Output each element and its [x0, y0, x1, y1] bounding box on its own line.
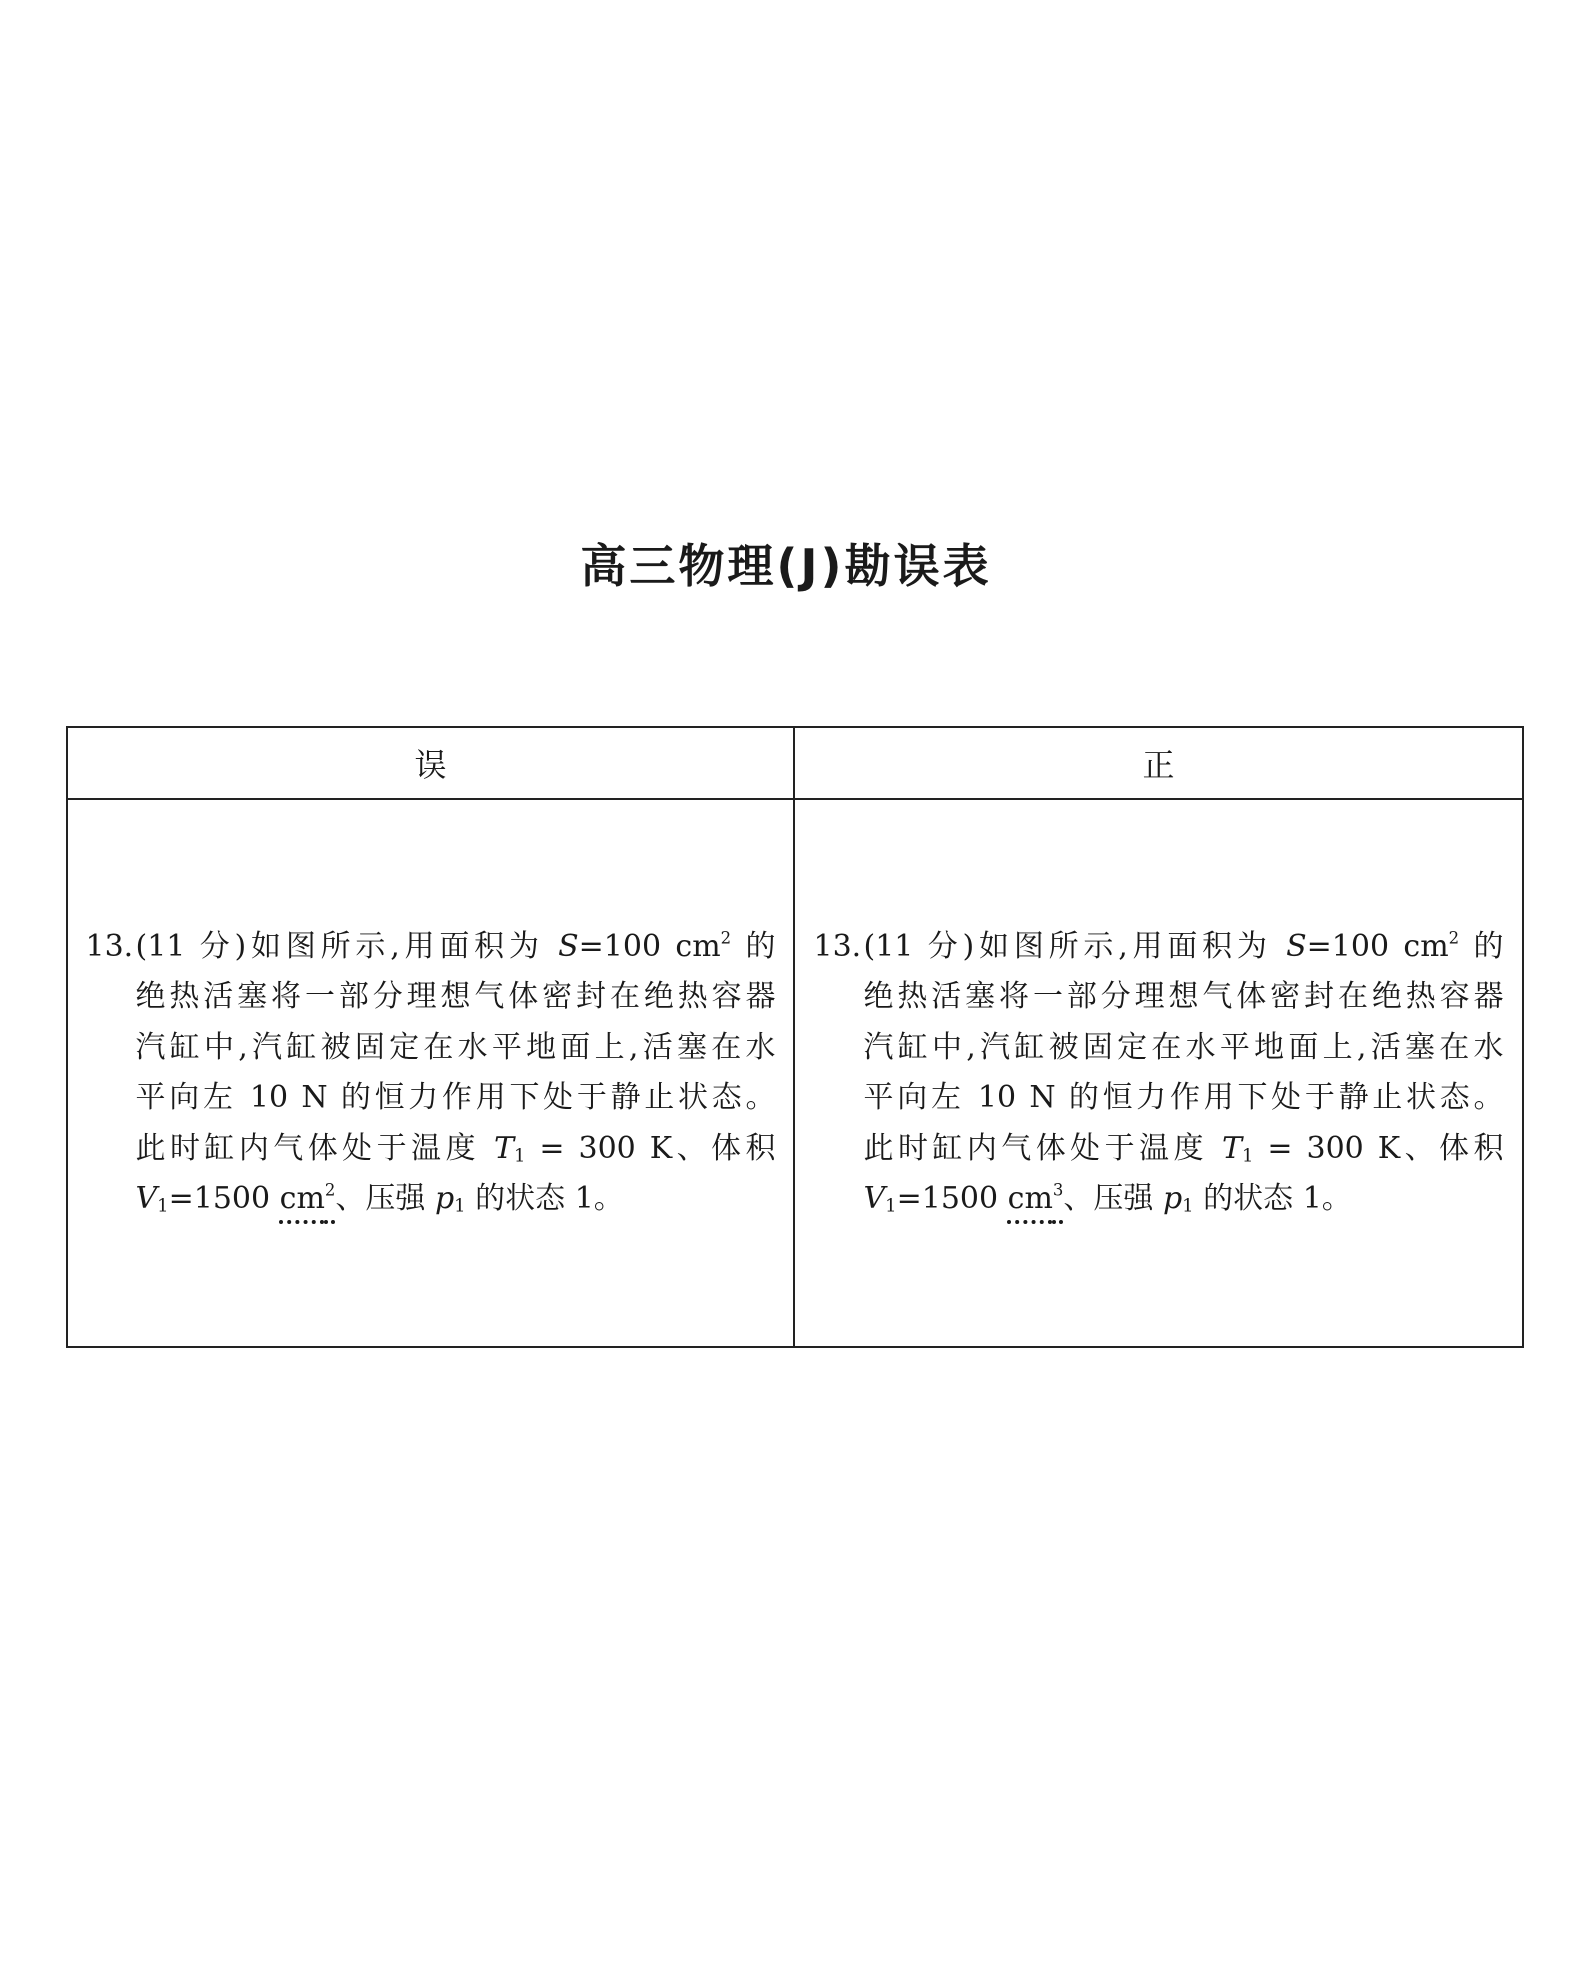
cell-right	[795, 800, 1522, 1346]
errata-highlight-unit: $cm^3$	[1007, 1180, 1064, 1216]
question-line: 平向左 10 N 的恒力作用下处于静止状态。	[135, 1080, 776, 1115]
question-line: $V_1=1500$ $cm^3$、压强 $p_1$ 的状态 1。	[863, 1180, 1352, 1217]
header-right: 正	[795, 728, 1522, 800]
errata-highlight-unit: $cm^2$	[279, 1180, 336, 1216]
question-line: 平向左 10 N 的恒力作用下处于静止状态。	[863, 1080, 1504, 1115]
question-text-right	[814, 922, 1504, 1225]
question-line-text: (11 分)如图所示,用面积为 S=100 $cm^2$ 的	[135, 928, 776, 964]
question-line-text: (11 分)如图所示,用面积为 S=100 $cm^2$ 的	[863, 928, 1504, 964]
question-number: 13.	[813, 928, 862, 964]
question-line	[814, 922, 1504, 973]
question-line: 此时缸内气体处于温度 $T_1 = 300$ K、体积	[135, 1130, 776, 1167]
question-line: 绝热活塞将一部分理想气体密封在绝热容器	[135, 979, 776, 1014]
errata-table	[66, 726, 1524, 1348]
page-title: 高三物理(J)勘误表	[580, 539, 992, 593]
question-line: 此时缸内气体处于温度 $T_1 = 300$ K、体积	[863, 1130, 1504, 1167]
question-line: 汽缸中,汽缸被固定在水平地面上,活塞在水	[135, 1029, 776, 1065]
question-line: $V_1=1500$ $cm^2$、压强 $p_1$ 的状态 1。	[135, 1180, 624, 1217]
question-line: 汽缸中,汽缸被固定在水平地面上,活塞在水	[863, 1029, 1504, 1065]
question-line	[86, 922, 776, 973]
header-wrong: 误	[68, 728, 795, 800]
question-number: 13.	[85, 928, 134, 964]
question-text-wrong	[86, 922, 776, 1225]
cell-wrong	[68, 800, 795, 1346]
question-line: 绝热活塞将一部分理想气体密封在绝热容器	[863, 979, 1504, 1014]
